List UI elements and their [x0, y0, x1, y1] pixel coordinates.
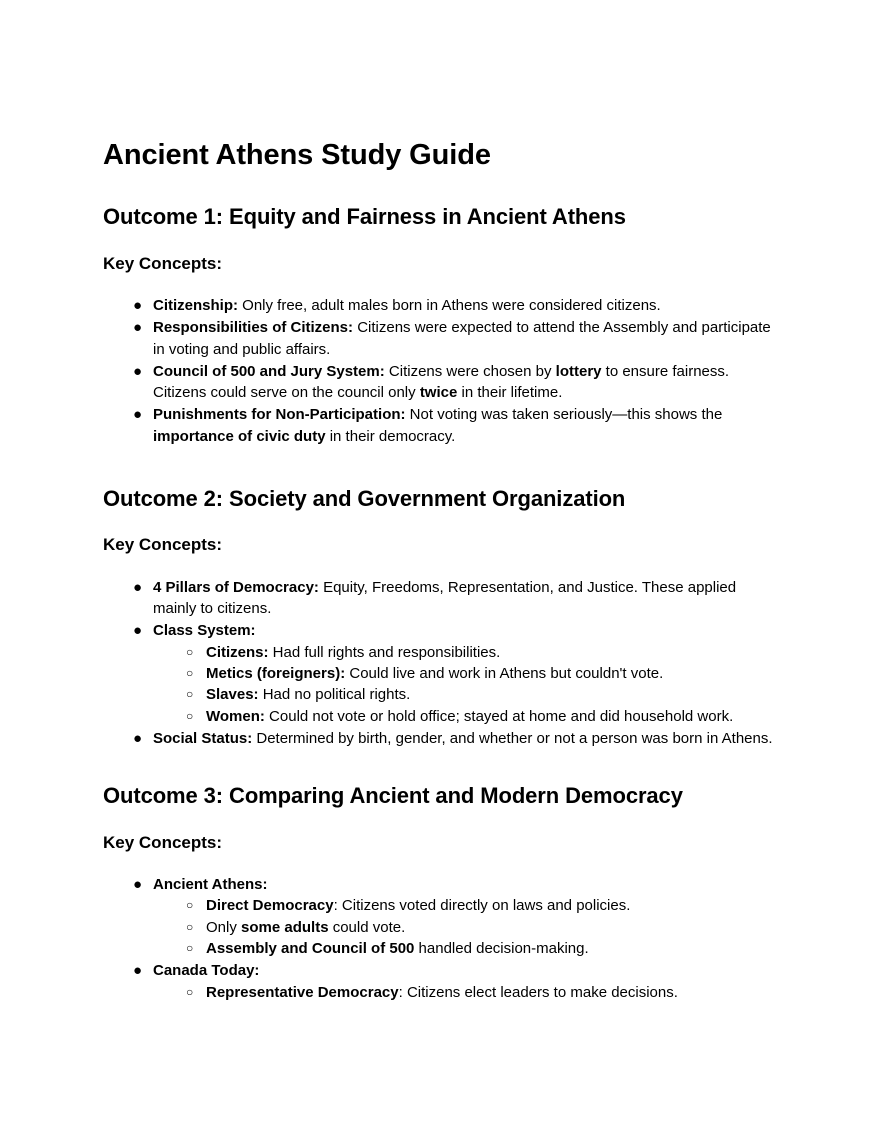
nested-list-item [153, 895, 775, 916]
key-concepts-list [103, 577, 775, 749]
nested-list [153, 642, 775, 727]
sub-bullet-marker: ○ [186, 708, 194, 723]
nested-list-item [153, 938, 775, 959]
sub-bullet-marker: ○ [186, 898, 194, 913]
bullet-marker: ● [133, 362, 143, 380]
outcome-section [103, 486, 775, 749]
bullet-lead-label: Council of 500 and Jury System: [153, 362, 385, 380]
list-item [103, 577, 775, 620]
bullet-lead-label: Metics (foreigners): [206, 665, 346, 683]
bullet-body-text: Not voting was taken seriously—this shows the [405, 406, 723, 424]
key-concepts-heading: Key Concepts: [103, 253, 223, 273]
bullet-lead-label: 4 Pillars of Democracy: [153, 578, 319, 596]
bullet-body-text: : Citizens elect leaders to make decisions. [398, 983, 678, 1001]
outcome-section [103, 204, 775, 447]
list-item [103, 317, 775, 360]
bullet-body-text: Had no political rights. [258, 686, 411, 704]
bullet-lead-label: Representative Democracy [206, 983, 399, 1001]
bullet-body-text: Equity, Freedoms, Representation, and Justice. These applied mainly to citizens. [153, 578, 737, 618]
bullet-body-text: Had full rights and responsibilities. [268, 643, 501, 661]
bullet-pre-text: Only [206, 918, 242, 936]
bullet-text [153, 319, 771, 357]
page-title: Ancient Athens Study Guide [103, 139, 491, 171]
bullet-emphasis-1: lottery [555, 362, 602, 380]
bullet-body-text: handled decision-making. [414, 939, 589, 957]
bullet-lead-label: Women: [206, 707, 265, 725]
list-item [103, 620, 775, 726]
bullet-text [206, 708, 733, 725]
bullet-text [153, 406, 722, 444]
nested-list-item [153, 706, 775, 727]
bullet-marker: ● [133, 876, 143, 894]
bullet-text [153, 876, 267, 893]
bullet-emphasis-2: twice [419, 384, 458, 402]
bullet-marker: ● [133, 962, 143, 980]
bullet-body-text: could vote. [328, 918, 406, 936]
outcome-heading: Outcome 2: Society and Government Organization [103, 486, 626, 512]
bullet-text [153, 962, 259, 979]
bullet-body-text: Could not vote or hold office; stayed at home and did household work. [264, 707, 734, 725]
key-concepts-heading: Key Concepts: [103, 535, 223, 555]
bullet-lead-label: some adults [241, 918, 329, 936]
bullet-text [153, 579, 736, 617]
nested-list-item [153, 982, 775, 1003]
list-item [103, 960, 775, 1003]
bullet-lead-label: Assembly and Council of 500 [206, 939, 415, 957]
list-item [103, 728, 775, 749]
bullet-lead-label: Citizens: [206, 643, 269, 661]
bullet-emphasis-1: importance of civic duty [153, 427, 326, 445]
bullet-lead-label: Punishments for Non-Participation: [153, 406, 406, 424]
outcome-heading: Outcome 3: Comparing Ancient and Modern Democracy [103, 783, 683, 809]
bullet-text [153, 622, 256, 639]
bullet-marker: ● [133, 729, 143, 747]
bullet-body-text: Citizens were chosen by [384, 362, 556, 380]
bullet-body-text-2: to ensure fairness. Citizens could serve on the council only [153, 362, 730, 402]
bullet-text [206, 919, 405, 936]
document-body [103, 204, 775, 1003]
bullet-marker: ● [133, 297, 143, 314]
bullet-lead-label: Citizenship: [153, 297, 238, 314]
bullet-lead-label: Responsibilities of Citizens: [153, 319, 354, 337]
sub-bullet-marker: ○ [186, 919, 194, 934]
bullet-body-text: Citizens were expected to attend the Assembly and participate in voting and public affairs. [153, 319, 771, 358]
bullet-text [206, 644, 500, 661]
nested-list-item [153, 917, 775, 938]
list-item [103, 874, 775, 959]
outcome-heading: Outcome 1: Equity and Fairness in Ancient Athens [103, 204, 626, 230]
nested-list-item [153, 642, 775, 663]
bullet-text [153, 363, 729, 401]
bullet-text [153, 297, 661, 314]
key-concepts-list [103, 295, 775, 447]
bullet-text [206, 984, 678, 1001]
bullet-text [206, 897, 630, 914]
nested-list-item [153, 663, 775, 684]
sub-bullet-marker: ○ [186, 687, 194, 702]
bullet-marker: ● [133, 578, 143, 596]
nested-list [153, 982, 775, 1003]
outcome-section [103, 783, 775, 1003]
bullet-body-text-2: in their democracy. [325, 427, 456, 445]
bullet-text [153, 730, 773, 747]
sub-bullet-marker: ○ [186, 666, 194, 681]
bullet-body-text: : Citizens voted directly on laws and policies. [333, 897, 631, 915]
bullet-lead-label: Canada Today: [153, 962, 260, 980]
sub-bullet-marker: ○ [186, 644, 194, 659]
nested-list-item [153, 684, 775, 705]
nested-list [153, 895, 775, 959]
sub-bullet-marker: ○ [186, 940, 194, 955]
bullet-text [206, 686, 410, 703]
list-item [103, 361, 775, 404]
bullet-body-text: Could live and work in Athens but couldn't vote. [345, 665, 664, 683]
bullet-lead-label: Ancient Athens: [153, 876, 268, 894]
sub-bullet-marker: ○ [186, 984, 194, 999]
key-concepts-list [103, 874, 775, 1003]
bullet-lead-label: Slaves: [206, 686, 259, 704]
bullet-body-text-3: in their lifetime. [457, 384, 563, 402]
bullet-body-text: Only free, adult males born in Athens were considered citizens. [238, 297, 661, 314]
bullet-marker: ● [133, 622, 143, 640]
list-item [103, 295, 775, 316]
bullet-marker: ● [133, 406, 143, 424]
key-concepts-heading: Key Concepts: [103, 832, 223, 852]
bullet-lead-label: Direct Democracy [206, 897, 334, 915]
bullet-body-text: Determined by birth, gender, and whether or not a person was born in Athens. [252, 729, 773, 747]
bullet-lead-label: Class System: [153, 622, 256, 640]
bullet-text [206, 940, 589, 957]
list-item [103, 404, 775, 447]
bullet-text [206, 665, 663, 682]
bullet-lead-label: Social Status: [153, 729, 253, 747]
bullet-marker: ● [133, 319, 143, 337]
